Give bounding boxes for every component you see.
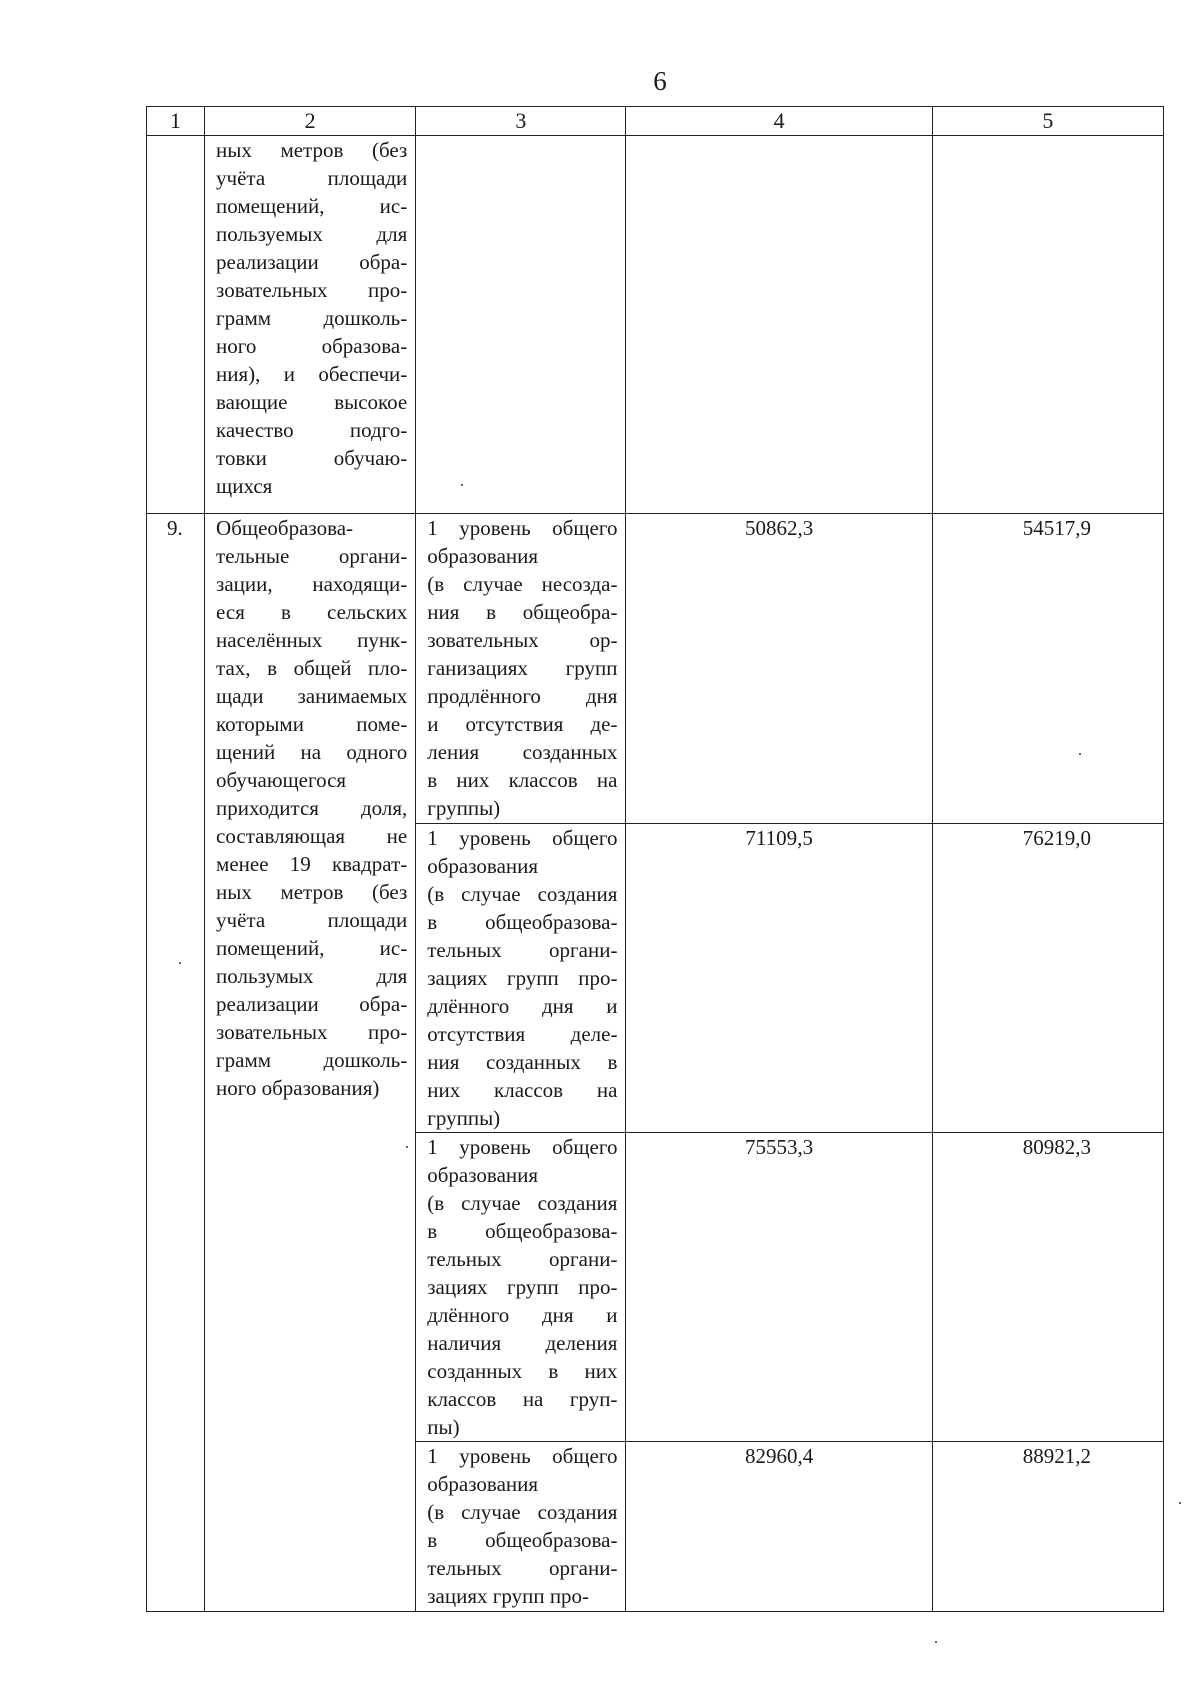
table-row-9-a — [147, 514, 1164, 824]
text-line: зациях групп про- — [427, 966, 618, 990]
table-header-row — [147, 107, 1164, 136]
text-line: (в случае создания — [427, 882, 618, 906]
cell-value-col4 — [626, 824, 932, 1133]
text-line: образования — [427, 544, 539, 568]
text-line: ния созданных в — [427, 1050, 618, 1074]
cell-value-empty — [932, 136, 1163, 514]
text-line: ного образования) — [216, 1076, 380, 1100]
text-line: зовательных про- — [216, 278, 408, 302]
text-line: пользуемых для — [216, 222, 408, 246]
scan-speck — [935, 1641, 937, 1643]
row-index: 9. — [167, 516, 183, 540]
text-line: щихся — [216, 474, 273, 498]
text-line: тельных органи- — [427, 1247, 618, 1271]
text-line: щений на одного — [216, 740, 408, 764]
text-line: 1 уровень общего — [427, 826, 618, 850]
text-line: пы) — [427, 1415, 460, 1439]
cell-education-level — [416, 1133, 626, 1442]
scan-speck — [461, 484, 463, 486]
text-line: 1 уровень общего — [427, 1135, 618, 1159]
value-col5: 54517,9 — [1022, 516, 1091, 540]
text-line: вающие высокое — [216, 390, 408, 414]
value-col4: 71109,5 — [745, 826, 813, 850]
text-line: приходится доля, — [216, 796, 408, 820]
text-line: щади занимаемых — [216, 684, 408, 708]
cell-level-empty — [416, 136, 626, 514]
cell-value-col5 — [932, 514, 1163, 824]
text-line: ных метров (без — [216, 880, 408, 904]
value-col4: 50862,3 — [744, 516, 814, 540]
text-line: и отсутствия де- — [427, 712, 618, 736]
text-line: классов на груп- — [427, 1387, 618, 1411]
cell-value-col5 — [932, 824, 1163, 1133]
value-col4: 82960,4 — [744, 1444, 814, 1468]
text-line: 1 уровень общего — [427, 1444, 618, 1468]
scan-speck — [179, 962, 181, 964]
text-line: (в случае несозда- — [427, 572, 618, 596]
cell-education-level — [416, 824, 626, 1133]
value-col4: 75553,3 — [744, 1135, 814, 1159]
text-line: ного образова- — [216, 334, 408, 358]
text-line: продлённого дня — [427, 684, 618, 708]
text-line: еся в сельских — [216, 600, 408, 624]
column-header-2: 2 — [205, 107, 416, 136]
text-line: ния в общеобра- — [427, 600, 618, 624]
text-line: менее 19 квадрат- — [216, 852, 408, 876]
text-line: зовательных про- — [216, 1020, 408, 1044]
text-line: помещений, ис- — [216, 194, 408, 218]
text-line: зовательных ор- — [427, 628, 618, 652]
text-line: помещений, ис- — [216, 936, 408, 960]
cell-value-empty — [626, 136, 932, 514]
text-line: товки обучаю- — [216, 446, 408, 470]
text-line: длённого дня и — [427, 994, 618, 1018]
text-line: ления созданных — [427, 740, 618, 764]
text-line: в общеобразова- — [427, 1219, 618, 1243]
cell-value-col5 — [932, 1133, 1163, 1442]
text-line: ния), и обеспечи- — [216, 362, 408, 386]
cell-value-col4 — [626, 1133, 932, 1442]
text-line: тельных органи- — [427, 938, 618, 962]
text-line: грамм дошколь- — [216, 1048, 408, 1072]
text-line: обучающегося — [216, 768, 347, 792]
cell-index-empty — [147, 136, 205, 514]
cell-education-level — [416, 1442, 626, 1612]
cell-value-col4 — [626, 514, 932, 824]
scan-speck — [1079, 753, 1081, 755]
text-line: созданных в них — [427, 1359, 618, 1383]
cell-value-col5 — [932, 1442, 1163, 1612]
table-row-continued — [147, 136, 1164, 514]
column-header-1: 1 — [147, 107, 205, 136]
text-line: наличия деления — [427, 1331, 618, 1355]
text-line: (в случае создания — [427, 1500, 618, 1524]
text-line: них классов на — [427, 1078, 618, 1102]
text-line: группы) — [427, 1106, 501, 1130]
scan-speck — [1179, 1502, 1181, 1504]
cell-description — [205, 514, 416, 1612]
text-line: образования — [427, 854, 539, 878]
education-level-text — [416, 514, 625, 822]
text-line: пользумых для — [216, 964, 408, 988]
column-header-3: 3 — [416, 107, 626, 136]
text-line: реализации обра- — [216, 250, 408, 274]
text-line: ганизациях групп — [427, 656, 618, 680]
tariff-table — [146, 106, 1164, 1612]
text-line: учёта площади — [216, 908, 408, 932]
text-line: населённых пунк- — [216, 628, 408, 652]
text-line: зации, находящи- — [216, 572, 408, 596]
text-line: составляющая не — [216, 824, 408, 848]
text-line: образования — [427, 1163, 539, 1187]
text-line: учёта площади — [216, 166, 408, 190]
value-col5: 88921,2 — [1022, 1444, 1091, 1468]
education-level-text — [416, 1442, 625, 1610]
column-header-5: 5 — [932, 107, 1163, 136]
text-line: в общеобразова- — [427, 1528, 618, 1552]
text-line: в них классов на — [427, 768, 618, 792]
education-level-text — [416, 824, 625, 1132]
text-line: в общеобразова- — [427, 910, 618, 934]
text-line: которыми поме- — [216, 712, 408, 736]
page-number: 6 — [653, 66, 667, 96]
value-col5: 80982,3 — [1022, 1135, 1091, 1159]
text-line: качество подго- — [216, 418, 408, 442]
cell-value-col4 — [626, 1442, 932, 1612]
text-line: Общеобразова- — [216, 516, 354, 540]
text-line: длённого дня и — [427, 1303, 618, 1327]
education-level-text — [416, 1133, 625, 1441]
cell-row-index — [147, 514, 205, 1612]
value-col5: 76219,0 — [1022, 826, 1091, 850]
text-line: зациях групп про- — [427, 1584, 590, 1608]
text-line: образования — [427, 1472, 539, 1496]
text-line: тах, в общей пло- — [216, 656, 408, 680]
cell-description-continued — [205, 136, 416, 514]
text-line: группы) — [427, 796, 501, 820]
text-line: отсутствия деле- — [427, 1022, 618, 1046]
text-line: тельные органи- — [216, 544, 408, 568]
text-line: тельных органи- — [427, 1556, 618, 1580]
text-line: (в случае создания — [427, 1191, 618, 1215]
description-text — [205, 136, 415, 500]
cell-education-level — [416, 514, 626, 824]
description-text — [205, 514, 415, 1102]
text-line: зациях групп про- — [427, 1275, 618, 1299]
text-line: ных метров (без — [216, 138, 408, 162]
text-line: реализации обра- — [216, 992, 408, 1016]
column-header-4: 4 — [626, 107, 932, 136]
text-line: грамм дошколь- — [216, 306, 408, 330]
text-line: 1 уровень общего — [427, 516, 618, 540]
scan-speck — [406, 1146, 408, 1148]
